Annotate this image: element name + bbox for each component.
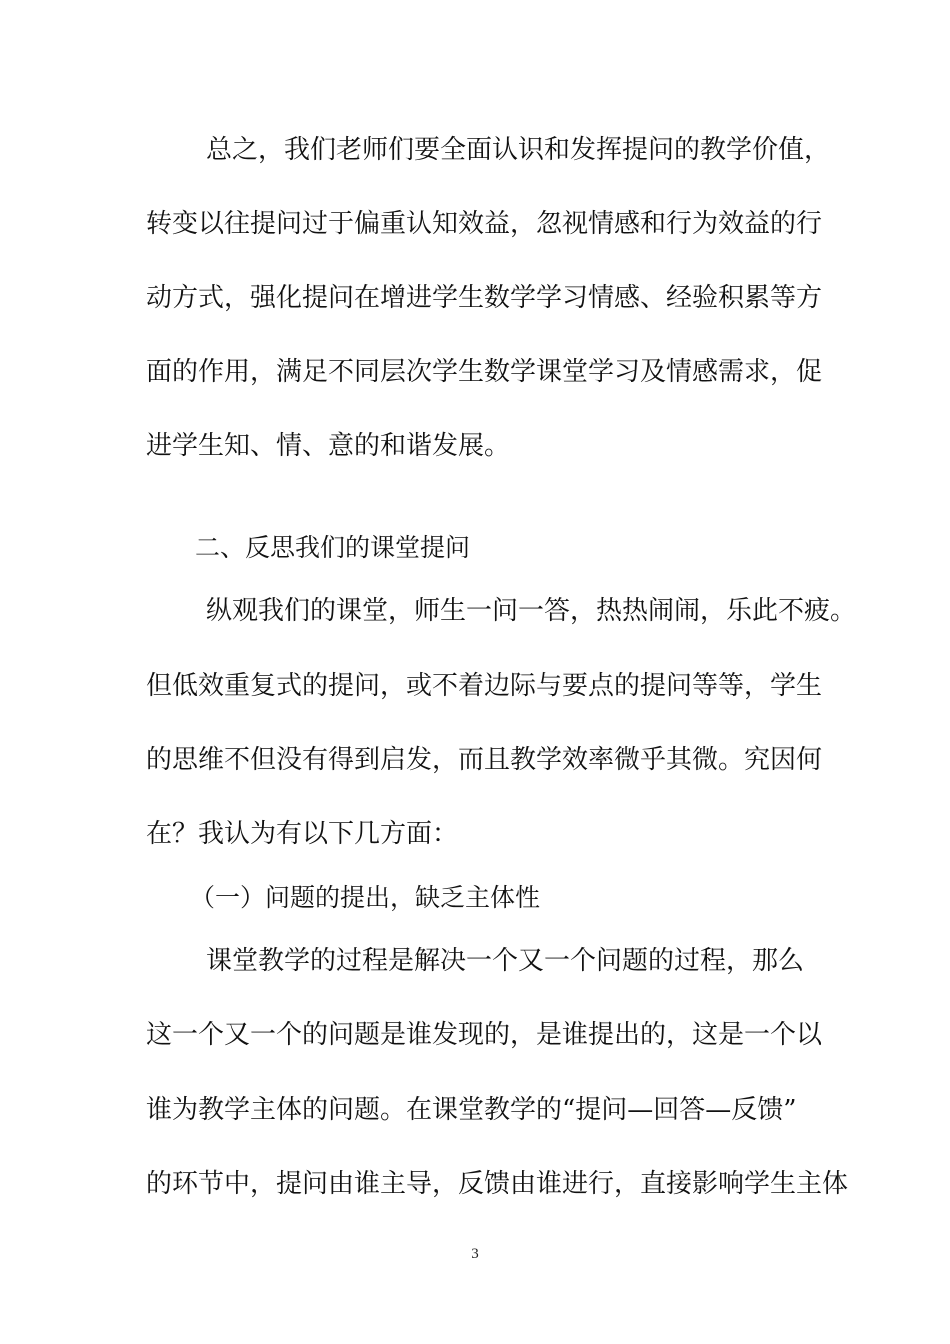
paragraph-line: 谁为教学主体的问题。在课堂教学的“提问—回答—反馈” [146,1095,797,1125]
paragraph-line: 的思维不但没有得到启发，而且教学效率微乎其微。究因何 [146,745,823,775]
paragraph-line: 转变以往提问过于偏重认知效益，忽视情感和行为效益的行 [146,209,823,239]
paragraph-line: 进学生知、情、意的和谐发展。 [146,431,511,461]
paragraph-line: 的环节中，提问由谁主导，反馈由谁进行，直接影响学生主体 [146,1169,849,1199]
paragraph-line: 面的作用，满足不同层次学生数学课堂学习及情感需求，促 [146,357,823,387]
paragraph-line: 动方式，强化提问在增进学生数学学习情感、经验积累等方 [146,283,823,313]
page-number: 3 [471,1246,479,1262]
paragraph-line: 总之，我们老师们要全面认识和发挥提问的教学价值， [206,135,831,165]
paragraph-line: 课堂教学的过程是解决一个又一个问题的过程，那么 [206,946,805,976]
paragraph-line: 这一个又一个的问题是谁发现的，是谁提出的，这是一个以 [146,1020,823,1050]
paragraph-line: 在？我认为有以下几方面： [146,819,459,849]
paragraph-line: 但低效重复式的提问，或不着边际与要点的提问等等，学生 [146,671,823,701]
paragraph-line: 纵观我们的课堂，师生一问一答，热热闹闹，乐此不疲。 [206,596,857,626]
section-heading: 二、反思我们的课堂提问 [195,533,471,562]
subsection-heading: （一）问题的提出，缺乏主体性 [190,883,541,912]
